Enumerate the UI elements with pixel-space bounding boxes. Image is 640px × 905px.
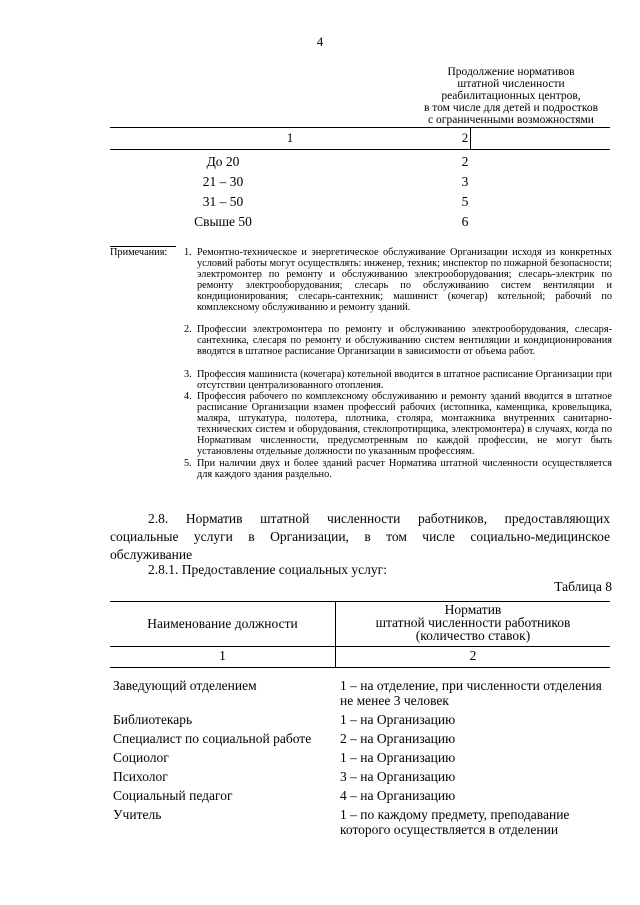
table8-header-rule xyxy=(110,646,610,647)
table8-numbers-rule xyxy=(110,667,610,668)
note-number: 5. xyxy=(184,458,192,469)
note-text: Ремонтно-техническое и энергетическое обслуживание Организации исходя из конкретных условий работы могут осуществлять: инженер, техник; инспектор по пожарной безопасности; электромонтер по ремонту и обслуживанию электрооборудования; слесарь-электрик по ремонту электрооборудования; слесарь по обслуживанию систем вентиляции и кондиционирования; слесарь-сантехник; машинист (кочегар) котельной; рабочий по комплексному обслуживанию и ремонту зданий. xyxy=(197,247,612,313)
notes-label: Примечания: xyxy=(110,247,168,258)
note-item xyxy=(184,391,612,457)
table1-col-number: 1 xyxy=(286,130,294,145)
table8-header-norm-line: Норматив xyxy=(444,602,502,617)
note-item xyxy=(184,324,612,357)
table8-header xyxy=(110,601,610,667)
position-name: Психолог xyxy=(113,769,168,784)
continuation-line: реабилитационных центров, xyxy=(441,90,581,102)
note-text: Профессия машиниста (кочегара) котельной вводится в штатное расписание Организации при отсутствии централизованного отопления. xyxy=(197,369,612,391)
position-name: Заведующий отделением xyxy=(113,678,257,693)
position-norm: 1 – по каждому предмету, преподавание которого осуществляется в отделении xyxy=(340,807,570,837)
table-row xyxy=(110,174,610,194)
table-row xyxy=(110,154,610,174)
table1-range: 31 – 50 xyxy=(202,194,244,209)
table1-norm: 3 xyxy=(461,174,469,189)
continuation-line: штатной численности xyxy=(457,78,565,90)
table-row xyxy=(110,194,610,214)
table-row xyxy=(110,214,610,234)
note-number: 3. xyxy=(184,369,192,380)
position-norm: 1 – на отделение, при численности отделения не менее 3 человек xyxy=(340,678,602,708)
table1-header xyxy=(110,127,610,150)
table8-header-norm-line: (количество ставок) xyxy=(415,628,531,643)
table1-body xyxy=(110,154,610,234)
section-2-8-heading: 2.8. Норматив штатной численности работников, предоставляющих социальные услуги в Организации, в том числе социально-медицинское обслуживание xyxy=(110,511,610,562)
table1-range: 21 – 30 xyxy=(202,174,244,189)
table8-header-position: Наименование должности xyxy=(147,616,298,631)
table1-norm: 5 xyxy=(461,194,469,209)
position-norm: 1 – на Организацию xyxy=(340,750,456,765)
position-name: Учитель xyxy=(113,807,162,822)
table1-norm: 2 xyxy=(461,154,469,169)
position-name: Библиотекарь xyxy=(113,712,193,727)
position-norm: 1 – на Организацию xyxy=(340,712,456,727)
note-item xyxy=(184,247,612,313)
note-number: 2. xyxy=(184,324,192,335)
position-name: Специалист по социальной работе xyxy=(113,731,312,746)
continuation-line: Продолжение нормативов xyxy=(447,66,575,78)
position-norm: 2 – на Организацию xyxy=(340,731,456,746)
continuation-heading xyxy=(400,66,622,126)
position-name: Социальный педагог xyxy=(113,788,233,803)
table8-col-number: 2 xyxy=(469,648,477,663)
note-number: 1. xyxy=(184,247,192,258)
position-name: Социолог xyxy=(113,750,169,765)
note-item xyxy=(184,369,612,391)
section-2-8-1-heading: 2.8.1. Предоставление социальных услуг: xyxy=(148,562,387,577)
table8-col-number: 1 xyxy=(219,648,226,663)
table1-col-number: 2 xyxy=(461,130,469,145)
page-number: 4 xyxy=(316,34,324,49)
table8-header-norm-line: штатной численности работников xyxy=(375,615,571,630)
note-text: При наличии двух и более зданий расчет Норматива штатной численности осуществляется для каждого здания раздельно. xyxy=(197,458,612,480)
note-text: Профессии электромонтера по ремонту и обслуживанию электрооборудования, слесаря-сантехника, слесаря по ремонту и обслуживанию систем вентиляции и кондиционирования вводятся в штатное расписание Организации в зависимости от объема работ. xyxy=(197,324,612,357)
note-number: 4. xyxy=(184,391,192,402)
position-norm: 3 – на Организацию xyxy=(340,769,456,784)
table8-header-norm xyxy=(336,603,610,642)
note-text: Профессия рабочего по комплексному обслуживанию и ремонту зданий вводится в штатное расписание Организации взамен профессий рабочих (истопника, каменщика, кровельщика, маляра, штукатура, полотера, плотника, столяра, монтажника внутренних санитарно-технических систем и оборудования, стеклопротирщика, электромонтера) в случаях, когда по Нормативам численности, предусмотренным по каждой профессии, не могут быть установлены отдельные должности по указанным профессиям. xyxy=(197,391,612,457)
continuation-line: с ограниченными возможностями xyxy=(428,114,594,126)
table-caption: Таблица 8 xyxy=(554,579,612,594)
continuation-line: в том числе для детей и подростков xyxy=(423,102,599,114)
note-item xyxy=(184,458,612,480)
table1-range: Свыше 50 xyxy=(194,214,252,229)
table1-range: До 20 xyxy=(206,154,240,169)
table1-norm: 6 xyxy=(461,214,469,229)
position-norm: 4 – на Организацию xyxy=(340,788,456,803)
